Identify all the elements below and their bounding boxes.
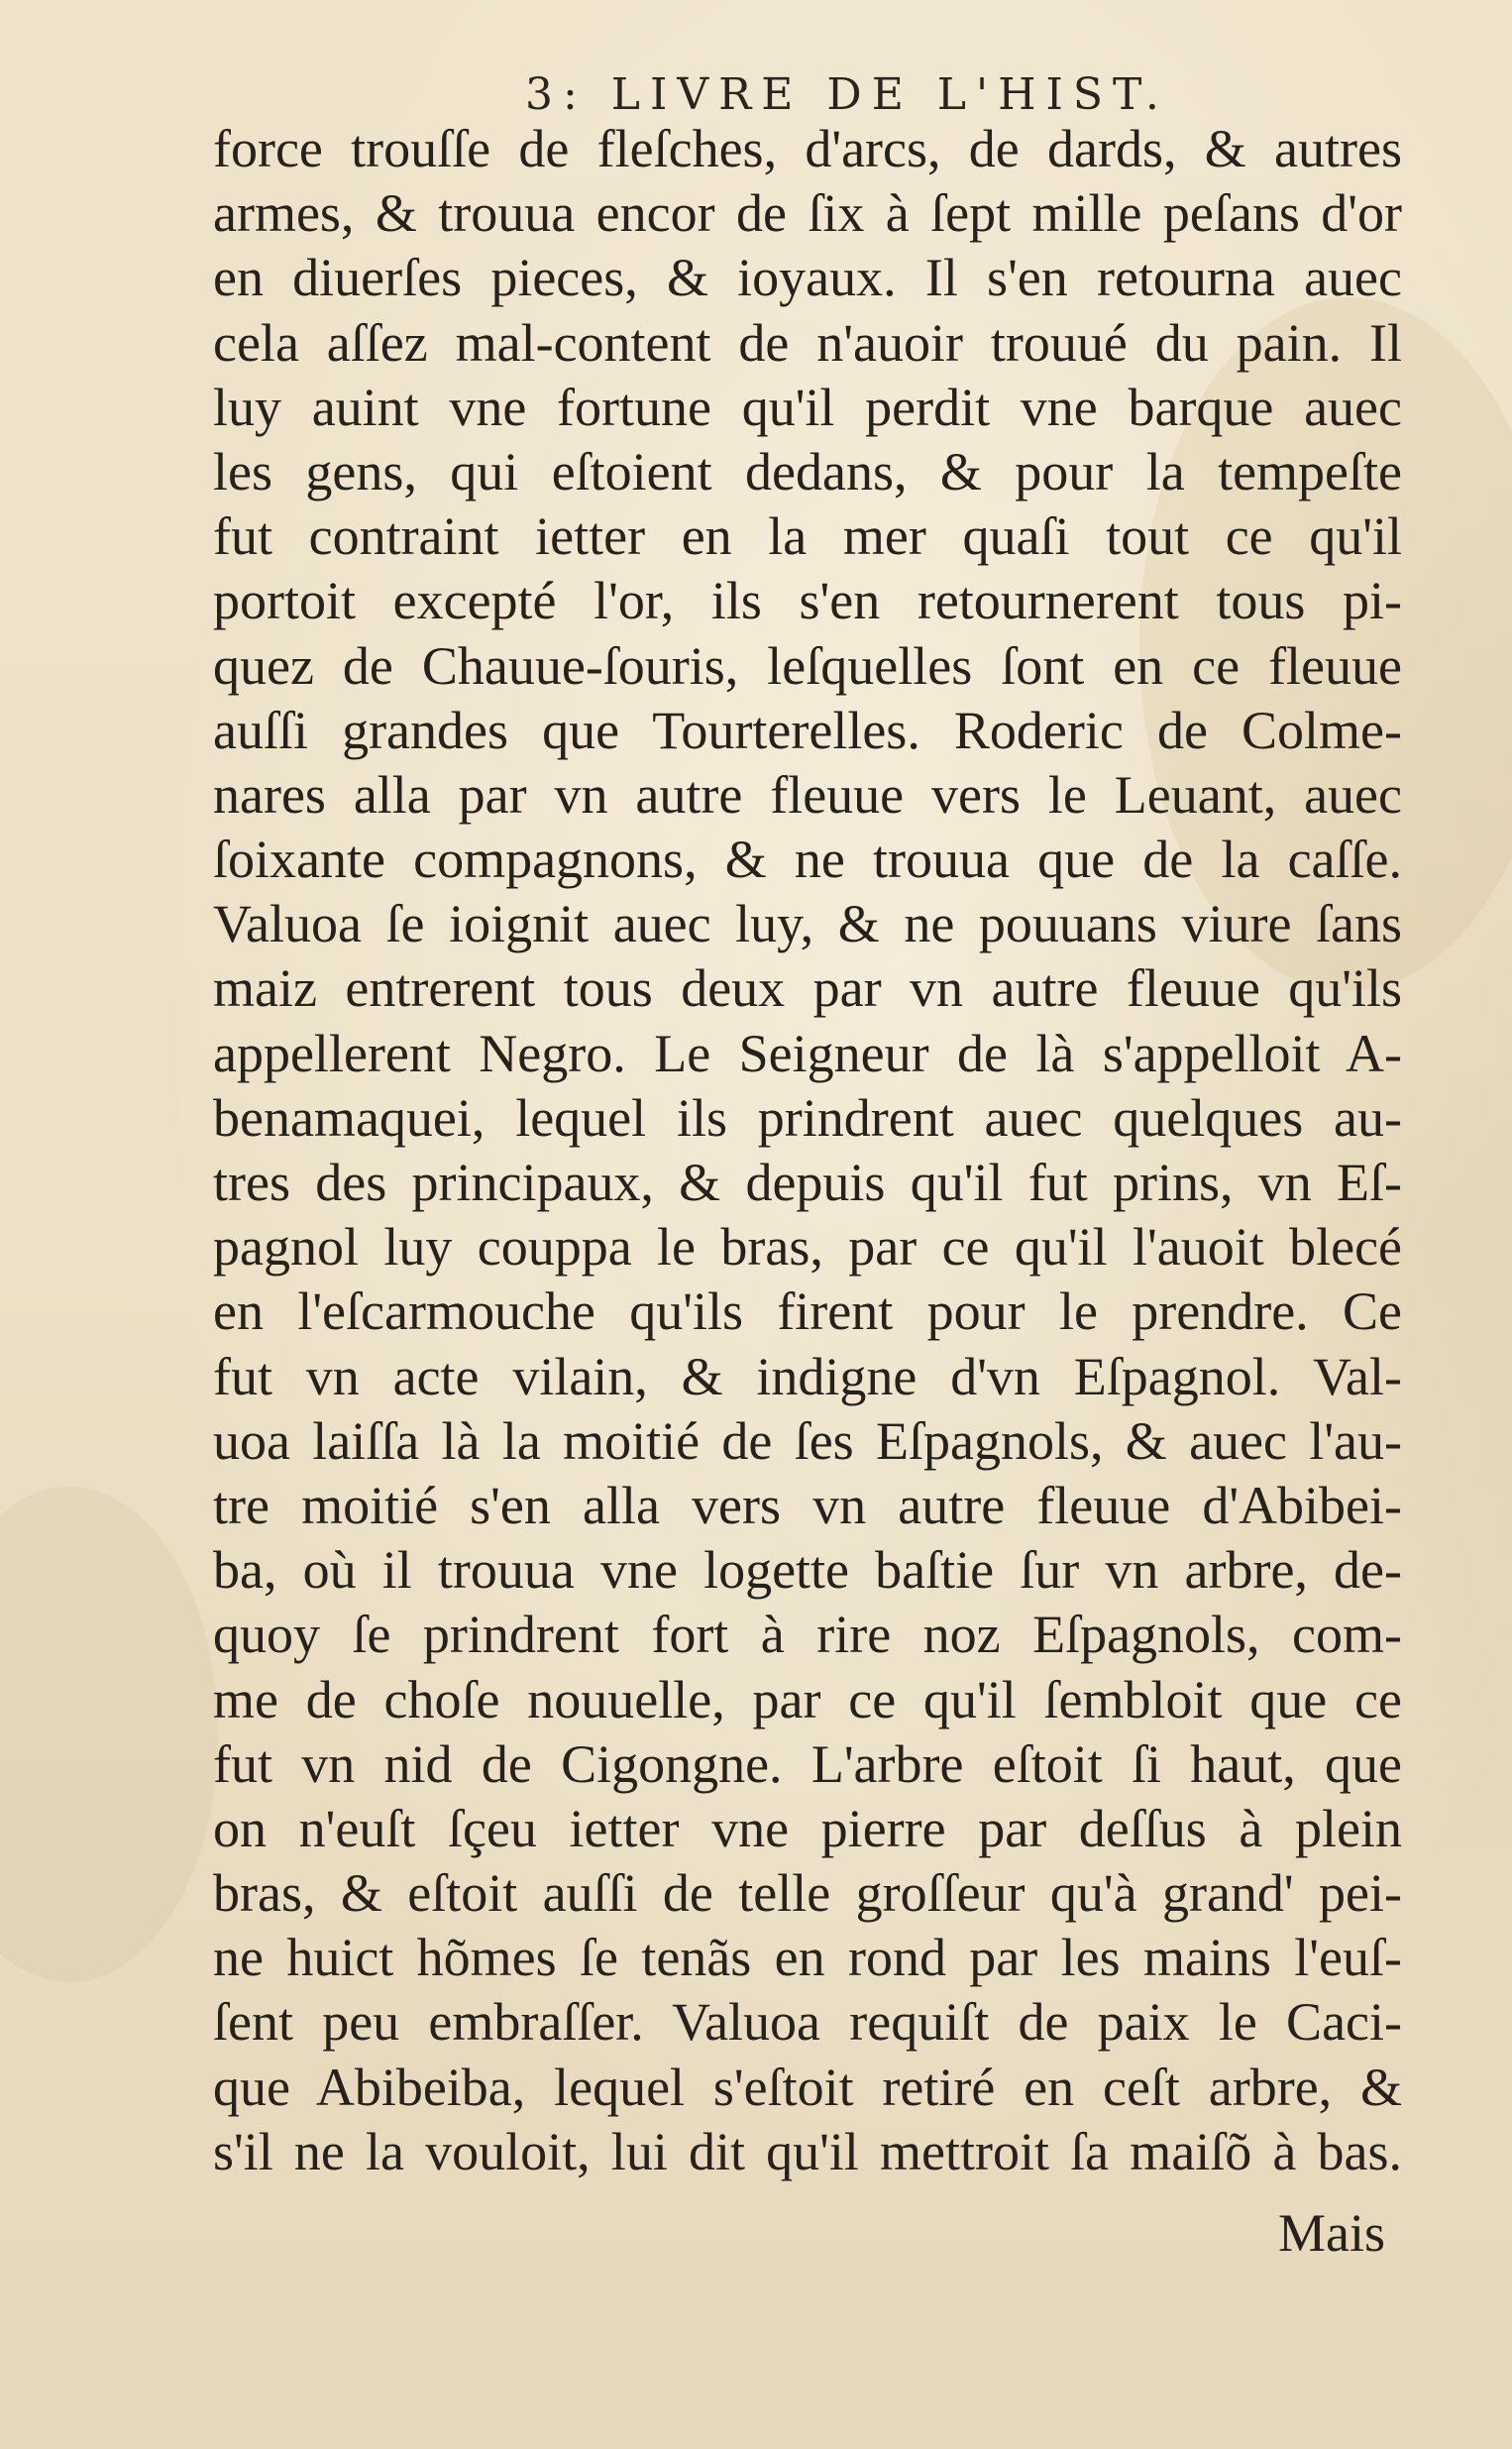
text-line: me de choſe nouuelle, par ce qu'il ſembloit que ce	[213, 1669, 1402, 1729]
text-line: s'il ne la vouloit, lui dit qu'il mettroit ſa maiſõ à bas.	[213, 2121, 1402, 2181]
text-line: ſoixante compagnons, & ne trouua que de la caſſe.	[213, 830, 1402, 890]
text-line: Valuoa ſe ioignit auec luy, & ne pouuans viure ſans	[213, 894, 1402, 954]
body-text	[213, 117, 1402, 2184]
text-line: uoa laiſſa là la moitié de ſes Eſpagnols, & auec l'au-	[213, 1410, 1402, 1471]
text-line: nares alla par vn autre fleuue vers le Leuant, auec	[213, 764, 1402, 825]
text-line: maiz entrerent tous deux par vn autre fleuue qu'ils	[213, 958, 1402, 1019]
text-line: en diuerſes pieces, & ioyaux. Il s'en retourna auec	[213, 248, 1402, 308]
text-line: quez de Chauue-ſouris, leſquelles ſont en ce fleuue	[213, 635, 1402, 696]
text-line: les gens, qui eſtoient dedans, & pour la tempeſte	[213, 441, 1402, 501]
text-line: benamaquei, lequel ils prindrent auec quelques au-	[213, 1087, 1402, 1148]
text-line: ba, où il trouua vne logette baſtie ſur vn arbre, de-	[213, 1540, 1402, 1601]
catchword: Mais	[1278, 2203, 1385, 2263]
text-line: ne huict hõmes ſe tenãs en rond par les mains l'euſ-	[213, 1928, 1402, 1988]
text-line: portoit excepté l'or, ils s'en retournerent tous pi-	[213, 571, 1402, 631]
text-line: que Abibeiba, lequel s'eſtoit retiré en ceſt arbre, &	[213, 2057, 1402, 2117]
text-line: appellerent Negro. Le Seigneur de là s'appelloit A-	[213, 1023, 1402, 1083]
text-line: on n'euſt ſçeu ietter vne pierre par deſſus à plein	[213, 1798, 1402, 1858]
text-line: luy auint vne fortune qu'il perdit vne barque auec	[213, 377, 1402, 437]
text-line: armes, & trouua encor de ſix à ſept mille peſans d'or	[213, 183, 1402, 244]
text-line: tres des principaux, & depuis qu'il fut prins, vn Eſ-	[213, 1153, 1402, 1212]
text-line: cela aſſez mal-content de n'auoir trouué du pain. Il	[213, 312, 1402, 373]
text-line: force trouſſe de fleſches, d'arcs, de dards, & autres	[213, 119, 1402, 178]
text-line: ſent peu embraſſer. Valuoa requiſt de paix le Caci-	[213, 1992, 1402, 2053]
text-line: auſſi grandes que Tourterelles. Roderic de Colme-	[213, 700, 1402, 760]
running-header: 3: LIVRE DE L'HIST.	[525, 69, 1169, 120]
text-line: quoy ſe prindrent fort à rire noz Eſpagnols, com-	[213, 1605, 1402, 1665]
paper-stain	[0, 1487, 218, 1982]
text-line: fut vn nid de Cigongne. L'arbre eſtoit ſi haut, que	[213, 1733, 1402, 1794]
text-line: fut vn acte vilain, & indigne d'vn Eſpagnol. Val-	[213, 1346, 1402, 1406]
text-line: tre moitié s'en alla vers vn autre fleuue d'Abibei-	[213, 1475, 1402, 1535]
text-line: bras, & eſtoit auſſi de telle groſſeur qu'à grand' pei-	[213, 1863, 1402, 1924]
text-line: fut contraint ietter en la mer quaſi tout ce qu'il	[213, 506, 1402, 567]
text-line: en l'eſcarmouche qu'ils firent pour le prendre. Ce	[213, 1281, 1402, 1342]
text-line: pagnol luy couppa le bras, par ce qu'il l'auoit blecé	[213, 1217, 1402, 1278]
